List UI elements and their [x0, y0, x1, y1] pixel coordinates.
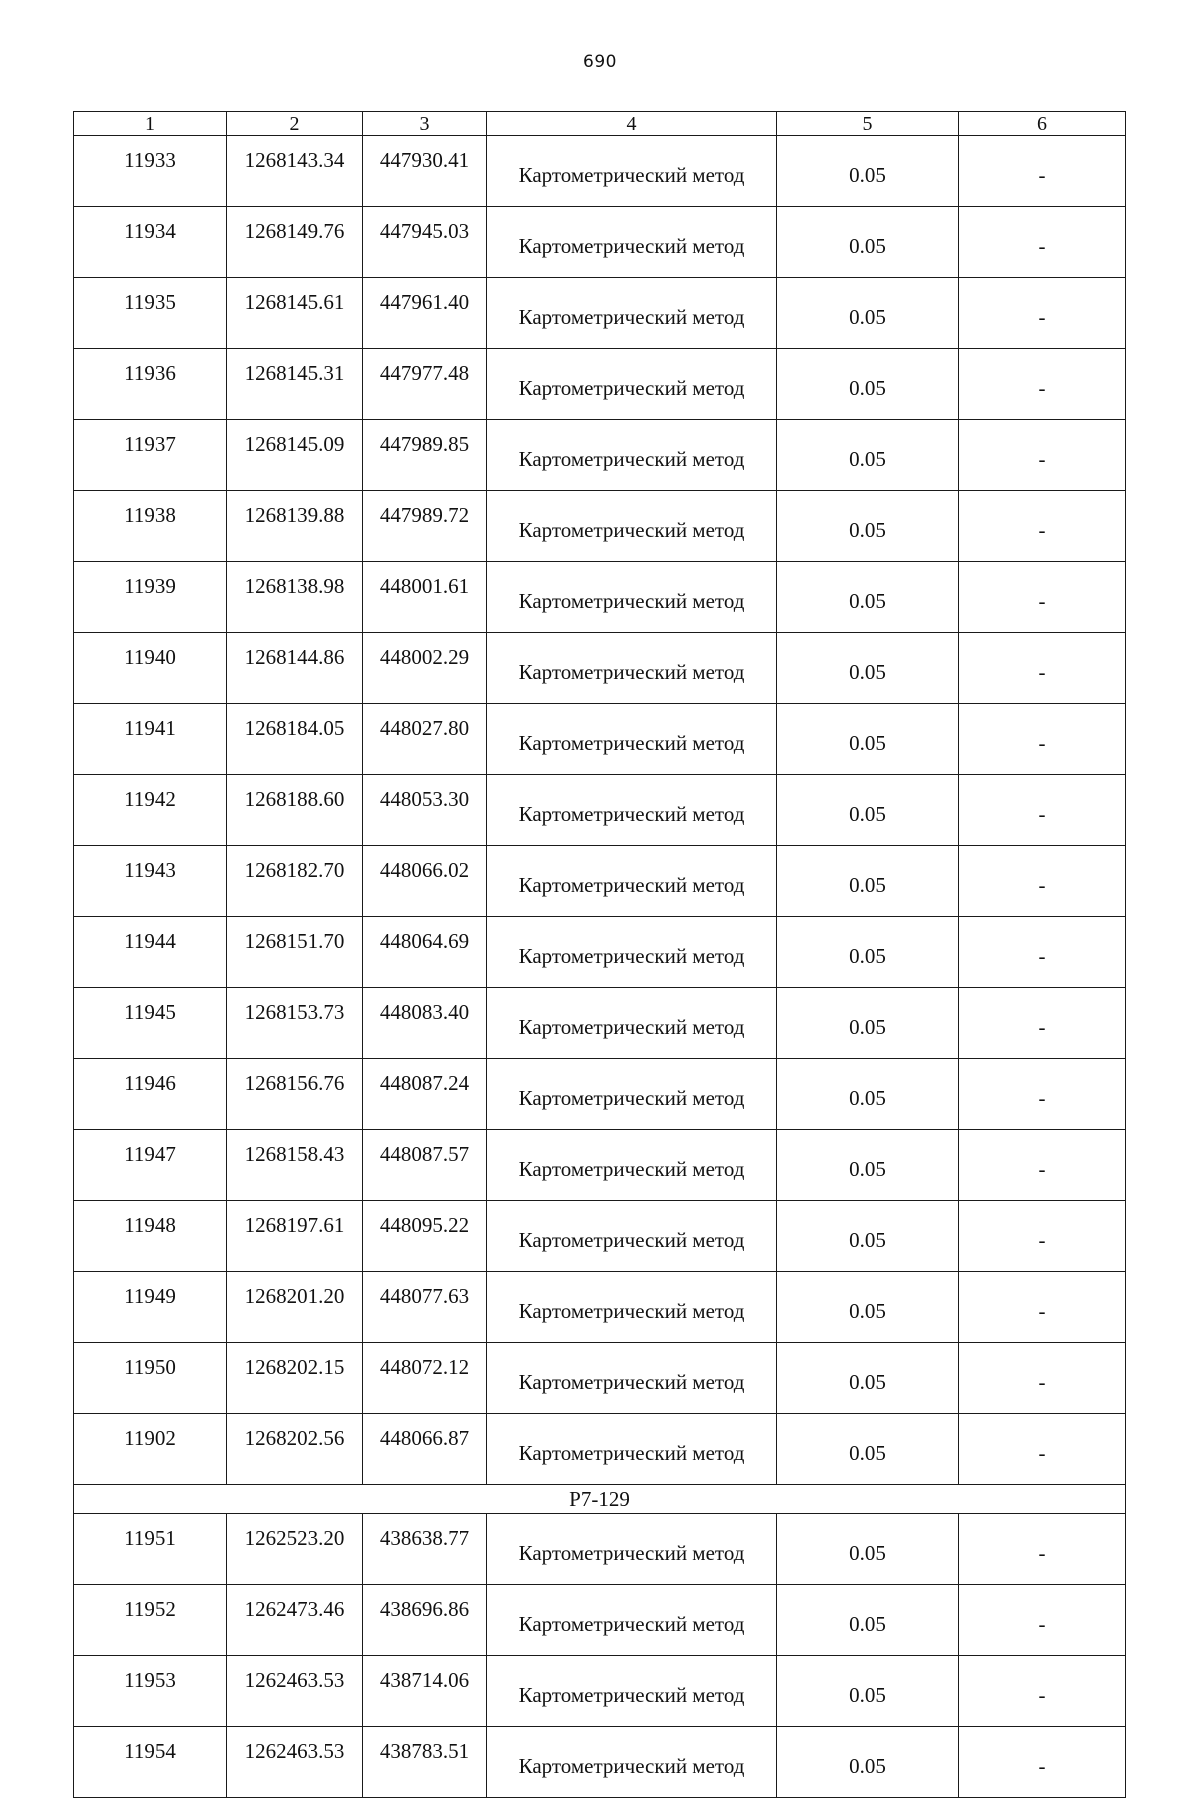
table-row	[74, 562, 1126, 633]
coordinates-table	[73, 111, 1126, 1798]
y-coordinate-cell: 447989.72	[363, 491, 487, 562]
x-coordinate-cell: 1268202.56	[227, 1414, 363, 1485]
y-coordinate-cell: 438714.06	[363, 1656, 487, 1727]
note-cell: -	[959, 846, 1126, 917]
y-coordinate-cell: 448072.12	[363, 1343, 487, 1414]
y-coordinate-cell: 448087.24	[363, 1059, 487, 1130]
x-coordinate-cell: 1268144.86	[227, 633, 363, 704]
note-cell: -	[959, 136, 1126, 207]
accuracy-cell: 0.05	[777, 1727, 959, 1798]
accuracy-cell: 0.05	[777, 349, 959, 420]
x-coordinate-cell: 1262523.20	[227, 1514, 363, 1585]
header-cell: 1	[74, 112, 227, 136]
x-coordinate-cell: 1268184.05	[227, 704, 363, 775]
point-number-cell: 11949	[74, 1272, 227, 1343]
note-cell: -	[959, 1343, 1126, 1414]
header-row	[74, 112, 1126, 136]
method-cell: Картометрический метод	[487, 1656, 777, 1727]
point-number-cell: 11943	[74, 846, 227, 917]
note-cell: -	[959, 349, 1126, 420]
accuracy-cell: 0.05	[777, 491, 959, 562]
method-cell: Картометрический метод	[487, 1727, 777, 1798]
x-coordinate-cell: 1268145.61	[227, 278, 363, 349]
method-cell: Картометрический метод	[487, 1059, 777, 1130]
table-row	[74, 1130, 1126, 1201]
accuracy-cell: 0.05	[777, 1414, 959, 1485]
point-number-cell: 11945	[74, 988, 227, 1059]
table-row	[74, 917, 1126, 988]
y-coordinate-cell: 447977.48	[363, 349, 487, 420]
accuracy-cell: 0.05	[777, 1585, 959, 1656]
section-title-row	[74, 1485, 1126, 1514]
x-coordinate-cell: 1268151.70	[227, 917, 363, 988]
x-coordinate-cell: 1268197.61	[227, 1201, 363, 1272]
x-coordinate-cell: 1268156.76	[227, 1059, 363, 1130]
accuracy-cell: 0.05	[777, 136, 959, 207]
accuracy-cell: 0.05	[777, 1130, 959, 1201]
x-coordinate-cell: 1268143.34	[227, 136, 363, 207]
y-coordinate-cell: 448066.87	[363, 1414, 487, 1485]
table-row	[74, 1514, 1126, 1585]
x-coordinate-cell: 1262463.53	[227, 1656, 363, 1727]
note-cell: -	[959, 420, 1126, 491]
accuracy-cell: 0.05	[777, 1343, 959, 1414]
y-coordinate-cell: 448066.02	[363, 846, 487, 917]
accuracy-cell: 0.05	[777, 1514, 959, 1585]
table-body	[74, 112, 1126, 1798]
point-number-cell: 11947	[74, 1130, 227, 1201]
note-cell: -	[959, 917, 1126, 988]
method-cell: Картометрический метод	[487, 775, 777, 846]
page-number: 690	[583, 52, 617, 72]
header-cell: 5	[777, 112, 959, 136]
method-cell: Картометрический метод	[487, 1514, 777, 1585]
method-cell: Картометрический метод	[487, 1130, 777, 1201]
note-cell: -	[959, 1059, 1126, 1130]
note-cell: -	[959, 1656, 1126, 1727]
method-cell: Картометрический метод	[487, 1343, 777, 1414]
x-coordinate-cell: 1268139.88	[227, 491, 363, 562]
y-coordinate-cell: 448087.57	[363, 1130, 487, 1201]
note-cell: -	[959, 1727, 1126, 1798]
method-cell: Картометрический метод	[487, 420, 777, 491]
note-cell: -	[959, 1585, 1126, 1656]
point-number-cell: 11902	[74, 1414, 227, 1485]
y-coordinate-cell: 448064.69	[363, 917, 487, 988]
table-row	[74, 846, 1126, 917]
y-coordinate-cell: 447930.41	[363, 136, 487, 207]
x-coordinate-cell: 1268202.15	[227, 1343, 363, 1414]
y-coordinate-cell: 448077.63	[363, 1272, 487, 1343]
note-cell: -	[959, 1514, 1126, 1585]
accuracy-cell: 0.05	[777, 775, 959, 846]
table-row	[74, 136, 1126, 207]
y-coordinate-cell: 448002.29	[363, 633, 487, 704]
method-cell: Картометрический метод	[487, 136, 777, 207]
note-cell: -	[959, 491, 1126, 562]
table-row	[74, 278, 1126, 349]
y-coordinate-cell: 447961.40	[363, 278, 487, 349]
y-coordinate-cell: 438638.77	[363, 1514, 487, 1585]
accuracy-cell: 0.05	[777, 633, 959, 704]
table-row	[74, 633, 1126, 704]
table-row	[74, 1656, 1126, 1727]
point-number-cell: 11953	[74, 1656, 227, 1727]
x-coordinate-cell: 1268182.70	[227, 846, 363, 917]
note-cell: -	[959, 207, 1126, 278]
method-cell: Картометрический метод	[487, 917, 777, 988]
x-coordinate-cell: 1268153.73	[227, 988, 363, 1059]
table-row	[74, 1201, 1126, 1272]
table-row	[74, 704, 1126, 775]
method-cell: Картометрический метод	[487, 846, 777, 917]
note-cell: -	[959, 1201, 1126, 1272]
point-number-cell: 11938	[74, 491, 227, 562]
point-number-cell: 11948	[74, 1201, 227, 1272]
x-coordinate-cell: 1268145.31	[227, 349, 363, 420]
method-cell: Картометрический метод	[487, 562, 777, 633]
table-row	[74, 1727, 1126, 1798]
y-coordinate-cell: 438696.86	[363, 1585, 487, 1656]
method-cell: Картометрический метод	[487, 491, 777, 562]
x-coordinate-cell: 1262473.46	[227, 1585, 363, 1656]
accuracy-cell: 0.05	[777, 917, 959, 988]
y-coordinate-cell: 448083.40	[363, 988, 487, 1059]
note-cell: -	[959, 1414, 1126, 1485]
accuracy-cell: 0.05	[777, 988, 959, 1059]
note-cell: -	[959, 988, 1126, 1059]
accuracy-cell: 0.05	[777, 1201, 959, 1272]
note-cell: -	[959, 278, 1126, 349]
method-cell: Картометрический метод	[487, 988, 777, 1059]
note-cell: -	[959, 562, 1126, 633]
accuracy-cell: 0.05	[777, 278, 959, 349]
accuracy-cell: 0.05	[777, 562, 959, 633]
accuracy-cell: 0.05	[777, 846, 959, 917]
note-cell: -	[959, 704, 1126, 775]
point-number-cell: 11934	[74, 207, 227, 278]
method-cell: Картометрический метод	[487, 1272, 777, 1343]
point-number-cell: 11952	[74, 1585, 227, 1656]
point-number-cell: 11933	[74, 136, 227, 207]
table-row	[74, 1414, 1126, 1485]
point-number-cell: 11936	[74, 349, 227, 420]
method-cell: Картометрический метод	[487, 704, 777, 775]
table-row	[74, 1059, 1126, 1130]
header-cell: 4	[487, 112, 777, 136]
method-cell: Картометрический метод	[487, 633, 777, 704]
header-cell: 3	[363, 112, 487, 136]
y-coordinate-cell: 448001.61	[363, 562, 487, 633]
y-coordinate-cell: 438783.51	[363, 1727, 487, 1798]
point-number-cell: 11954	[74, 1727, 227, 1798]
x-coordinate-cell: 1268149.76	[227, 207, 363, 278]
x-coordinate-cell: 1268158.43	[227, 1130, 363, 1201]
note-cell: -	[959, 1130, 1126, 1201]
table-row	[74, 349, 1126, 420]
header-cell: 6	[959, 112, 1126, 136]
accuracy-cell: 0.05	[777, 1656, 959, 1727]
point-number-cell: 11950	[74, 1343, 227, 1414]
table-row	[74, 207, 1126, 278]
method-cell: Картометрический метод	[487, 207, 777, 278]
y-coordinate-cell: 447989.85	[363, 420, 487, 491]
table-row	[74, 1585, 1126, 1656]
accuracy-cell: 0.05	[777, 207, 959, 278]
note-cell: -	[959, 775, 1126, 846]
method-cell: Картометрический метод	[487, 1585, 777, 1656]
point-number-cell: 11951	[74, 1514, 227, 1585]
note-cell: -	[959, 1272, 1126, 1343]
point-number-cell: 11944	[74, 917, 227, 988]
accuracy-cell: 0.05	[777, 1272, 959, 1343]
x-coordinate-cell: 1268201.20	[227, 1272, 363, 1343]
x-coordinate-cell: 1268138.98	[227, 562, 363, 633]
table-row	[74, 988, 1126, 1059]
accuracy-cell: 0.05	[777, 420, 959, 491]
method-cell: Картометрический метод	[487, 1201, 777, 1272]
y-coordinate-cell: 447945.03	[363, 207, 487, 278]
table-row	[74, 1343, 1126, 1414]
accuracy-cell: 0.05	[777, 1059, 959, 1130]
table-row	[74, 775, 1126, 846]
table-row	[74, 491, 1126, 562]
y-coordinate-cell: 448027.80	[363, 704, 487, 775]
point-number-cell: 11940	[74, 633, 227, 704]
point-number-cell: 11946	[74, 1059, 227, 1130]
method-cell: Картометрический метод	[487, 349, 777, 420]
method-cell: Картометрический метод	[487, 278, 777, 349]
point-number-cell: 11935	[74, 278, 227, 349]
note-cell: -	[959, 633, 1126, 704]
y-coordinate-cell: 448053.30	[363, 775, 487, 846]
point-number-cell: 11937	[74, 420, 227, 491]
accuracy-cell: 0.05	[777, 704, 959, 775]
x-coordinate-cell: 1268145.09	[227, 420, 363, 491]
x-coordinate-cell: 1262463.53	[227, 1727, 363, 1798]
point-number-cell: 11941	[74, 704, 227, 775]
header-cell: 2	[227, 112, 363, 136]
table-row	[74, 420, 1126, 491]
method-cell: Картометрический метод	[487, 1414, 777, 1485]
section-title: Р7-129	[74, 1485, 1126, 1514]
table-row	[74, 1272, 1126, 1343]
x-coordinate-cell: 1268188.60	[227, 775, 363, 846]
point-number-cell: 11939	[74, 562, 227, 633]
point-number-cell: 11942	[74, 775, 227, 846]
y-coordinate-cell: 448095.22	[363, 1201, 487, 1272]
